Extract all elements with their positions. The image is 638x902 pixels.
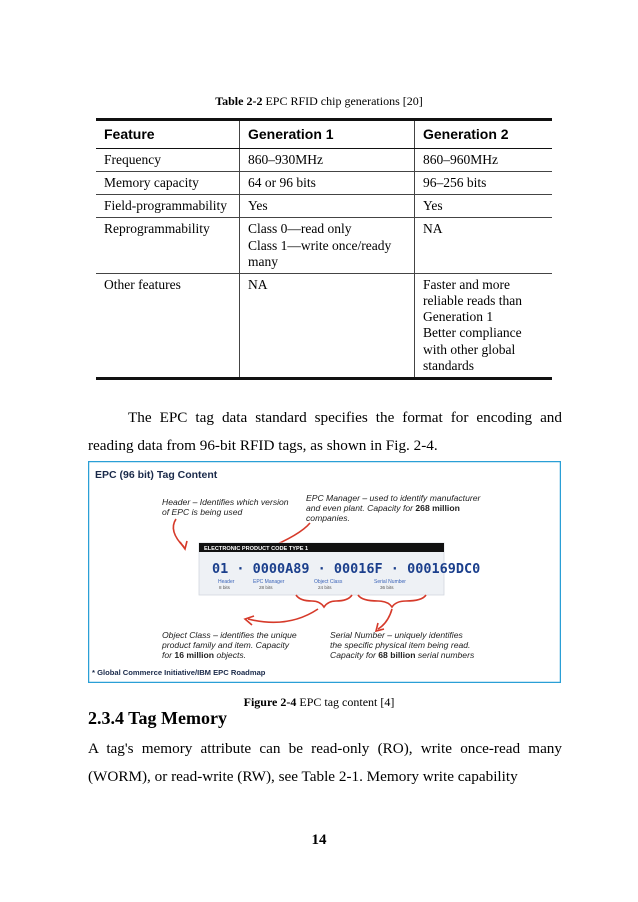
cell-generation-2 [415,171,553,194]
cell-line: Class 0—read only [248,221,352,237]
cell-line: Yes [248,198,268,214]
epc-generations-table [96,118,552,380]
section-heading: 2.3.4 Tag Memory [88,708,227,728]
serial-note-text: Capacity for [330,650,379,660]
manager-note-line-3: companies. [306,513,350,523]
cell-line: Class 1—write once/ready many [248,237,392,269]
cell-generation-2 [415,195,553,218]
epc-code: 01 · 0000A89 · 00016F · 000169DC0 [212,561,481,577]
cell-generation-1 [240,273,415,378]
field-bits-header: 8 bits [219,585,230,590]
header-note-line-1: Header – Identifies which version [162,497,289,507]
header-generation-1: Generation 1 [240,120,415,149]
page-number: 14 [311,832,327,848]
table-row [96,148,552,171]
paragraph-epc-standard: The EPC tag data standard specifies the format for encoding and reading data from 96-bit RFID tags, as shown in Fig. 2-4. [88,409,562,454]
table-caption [0,94,638,109]
table-header-row [96,120,552,149]
paragraph-tag-memory: A tag's memory attribute can be read-only (RO), write once-read many (WORM), or read-write (RW), see Table 2-1. Memory write capability [88,740,562,785]
cell-feature: Field-programmability [96,195,240,218]
object-note-text: for [162,650,175,660]
header-feature: Feature [96,120,240,149]
cell-feature: Frequency [96,148,240,171]
cell-line: NA [423,221,443,237]
object-note-line-1: Object Class – identifies the unique [162,630,297,640]
field-label-object: Object Class [314,579,343,585]
cell-generation-1 [240,148,415,171]
manager-note-bold: 268 million [415,503,460,513]
serial-note-end: serial numbers [415,650,475,660]
cell-line: Better compliance with other global standards [423,325,522,373]
cell-feature: Other features [96,273,240,378]
cell-line: 64 or 96 bits [248,174,316,190]
serial-note-line-2: the specific physical item being read. [330,640,471,650]
figure-caption-label: Figure 2-4 [243,695,297,709]
manager-note-line-1: EPC Manager – used to identify manufacturer [306,493,481,503]
cell-generation-1 [240,171,415,194]
cell-generation-1 [240,195,415,218]
cell-line: 860–930MHz [248,151,323,167]
cell-line: NA [248,276,268,292]
cell-generation-2 [415,273,553,378]
field-bits-manager: 28 bits [259,585,273,590]
figure-caption-text: EPC tag content [4] [296,695,395,709]
cell-line: Faster and more reliable reads than Generation 1 [423,276,522,325]
table-row [96,171,552,194]
cell-feature: Reprogrammability [96,218,240,274]
cell-generation-1 [240,218,415,274]
field-label-manager: EPC Manager [253,579,285,585]
epc-tag-content-figure [88,461,561,683]
cell-generation-2 [415,148,553,171]
object-note-line-3 [162,650,246,660]
object-note-end: objects. [214,650,247,660]
header-note-line-2: of EPC is being used [162,507,243,517]
figure-title: EPC (96 bit) Tag Content [95,469,218,481]
header-generation-2: Generation 2 [415,120,553,149]
cell-line: 96–256 bits [423,174,487,190]
manager-note-text: and even plant. Capacity for [306,503,416,513]
field-label-header: Header [218,579,235,585]
field-label-serial: Serial Number [374,579,406,585]
figure-source: * Global Commerce Initiative/IBM EPC Roadmap [92,668,266,677]
object-note-line-2: product family and item. Capacity [162,640,290,650]
table-row [96,195,552,218]
table-caption-label: Table 2-2 [215,94,263,108]
serial-note-bold: 68 billion [378,650,416,660]
field-bits-serial: 36 bits [380,585,394,590]
table-caption-text: EPC RFID chip generations [20] [262,94,423,108]
table-row [96,273,552,378]
table-row [96,218,552,274]
code-banner-text: ELECTRONIC PRODUCT CODE TYPE 1 [204,546,309,552]
manager-note-line-2 [306,503,460,513]
cell-feature: Memory capacity [96,171,240,194]
object-note-bold: 16 million [174,650,215,660]
serial-note-line-1: Serial Number – uniquely identifies [330,630,463,640]
cell-line: 860–960MHz [423,151,498,167]
cell-line: Yes [423,198,443,214]
cell-generation-2 [415,218,553,274]
field-bits-object: 24 bits [318,585,332,590]
serial-note-line-3 [330,650,475,660]
